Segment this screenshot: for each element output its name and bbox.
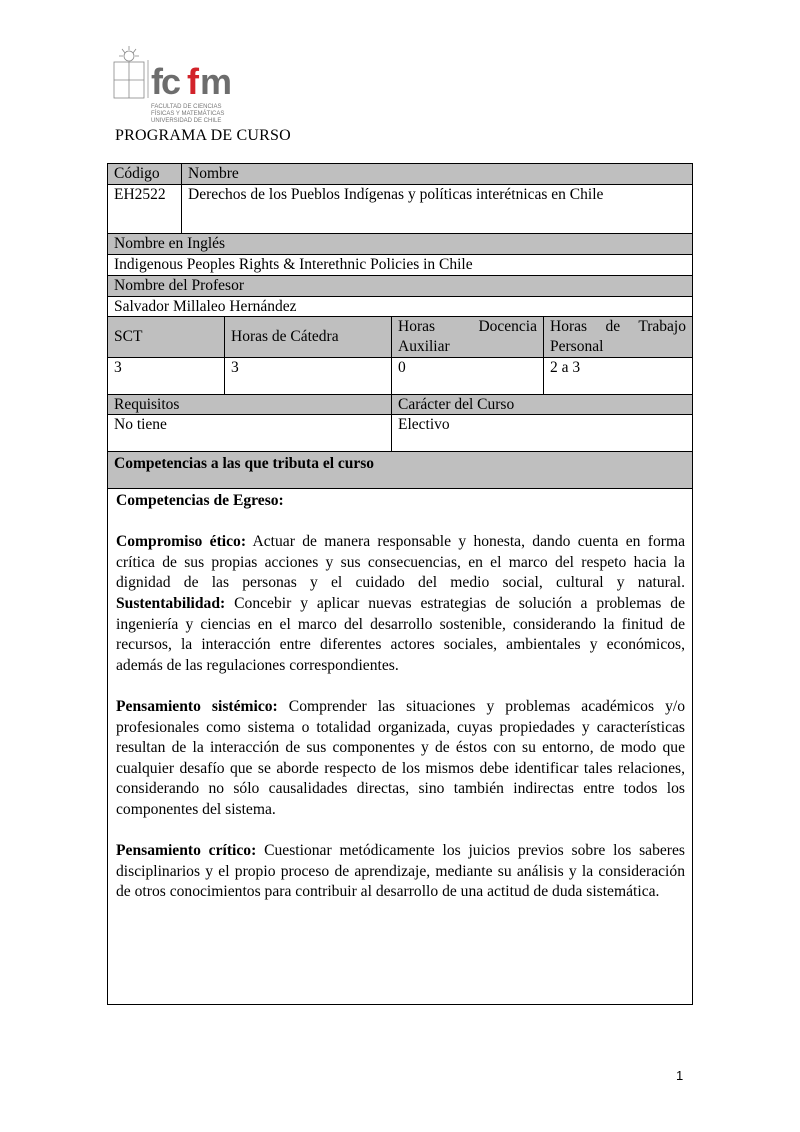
nombre-value: Derechos de los Pueblos Indígenas y políticas interétnicas en Chile [181, 184, 693, 234]
auxiliar-label: Horas Docencia Auxiliar [391, 316, 544, 358]
term: Compromiso ético: [116, 533, 247, 551]
svg-text:f: f [187, 61, 199, 102]
sct-value: 3 [107, 357, 225, 395]
page-number: 1 [676, 1068, 684, 1083]
term: Sustentabilidad: [116, 594, 226, 612]
catedra-label: Horas de Cátedra [224, 316, 392, 358]
term: Pensamiento sistémico: [116, 697, 278, 715]
university-seal-icon [112, 46, 242, 128]
competencias-heading: Competencias de Egreso: [116, 492, 284, 509]
svg-text:UNIVERSIDAD DE CHILE: UNIVERSIDAD DE CHILE [151, 118, 222, 124]
requisitos-value: No tiene [107, 414, 392, 452]
ingles-label: Nombre en Inglés [107, 233, 693, 255]
svg-text:fc: fc [151, 61, 180, 102]
competencias-label: Competencias a las que tributa el curso [107, 451, 693, 489]
nombre-label: Nombre [181, 163, 693, 185]
sct-label: SCT [107, 316, 225, 358]
definition: Actuar de manera responsable y honesta, dando cuenta en forma crítica de sus propias acciones y sus consecuencias, en el marco del respeto hacia la dignidad de las personas y el cuidado del medio social, cultural y natural. [116, 533, 685, 592]
definition: Comprender las situaciones y problemas académicos y/o profesionales como sistema o totalidad organizada, cuyas propiedades y características resultan de la interacción de sus componentes y de éstos con su entorno, de modo que cualquier desafío que se aborde respecto de los mismos debe identificar tales relaciones, considerando no sólo causalidades directas, sino también indirectas entre todos los componentes del sistema. [116, 697, 685, 818]
paragraph-critico [116, 841, 685, 903]
codigo-value: EH2522 [107, 184, 182, 234]
definition: Concebir y aplicar nuevas estrategias de solución a problemas de ingeniería y ciencias en el marco del desarrollo sostenible, considerando la finitud de recursos, la interacción entre diferentes actores sociales, ambientales y económicos, además de las regulaciones correspondientes. [116, 594, 685, 674]
svg-text:FACULTAD DE CIENCIAS: FACULTAD DE CIENCIAS [151, 104, 222, 110]
catedra-value: 3 [224, 357, 392, 395]
svg-text:m: m [200, 61, 233, 102]
requisitos-label: Requisitos [107, 394, 392, 415]
profesor-value: Salvador Millaleo Hernández [107, 296, 693, 317]
auxiliar-value: 0 [391, 357, 544, 395]
svg-text:FÍSICAS Y MATEMÁTICAS: FÍSICAS Y MATEMÁTICAS [151, 111, 225, 117]
caracter-value: Electivo [391, 414, 693, 452]
competencias-body [107, 488, 693, 1005]
caracter-label: Carácter del Curso [391, 394, 693, 415]
page-title: PROGRAMA DE CURSO [115, 127, 291, 144]
fcfm-logo [112, 46, 242, 126]
paragraph-sistemico [116, 697, 685, 821]
personal-label: Horas de Trabajo Personal [543, 316, 693, 358]
definition: Cuestionar metódicamente los juicios previos sobre los saberes disciplinarios y el propio proceso de aprendizaje, mediante su análisis y la consideración de otros conocimientos para contribuir al desarrollo de una actitud de duda sistemática. [116, 842, 685, 901]
term: Pensamiento crítico: [116, 842, 257, 860]
personal-value: 2 a 3 [543, 357, 693, 395]
ingles-value: Indigenous Peoples Rights & Interethnic Policies in Chile [107, 254, 693, 276]
paragraph-etica-sustentabilidad [116, 532, 685, 676]
profesor-label: Nombre del Profesor [107, 275, 693, 297]
codigo-label: Código [107, 163, 182, 185]
